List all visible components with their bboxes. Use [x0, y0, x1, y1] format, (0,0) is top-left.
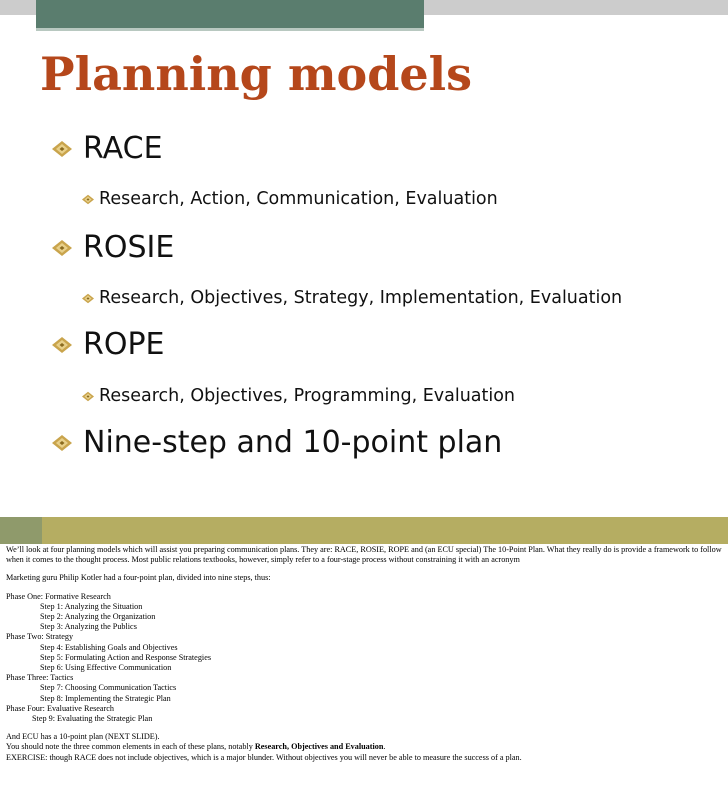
bullet-diamond-icon: [52, 240, 72, 256]
step-7: Step 7: Choosing Communication Tactics: [40, 683, 177, 693]
notes-ecu-plan: And ECU has a 10-point plan (NEXT SLIDE).: [6, 732, 160, 742]
phase-four: Phase Four: Evaluative Research: [6, 703, 114, 713]
bullet-diamond-icon: [52, 435, 72, 451]
bullet-diamond-icon: [82, 391, 94, 402]
notes-intro: We’ll look at four planning models which will assist you preparing communication plans. They are: RACE, ROSIE, ROPE and (an ECU special) The 10-Point Plan. What they really do is provide a framework to follow when it comes to the thought process. Most public relations textbooks, however, simply refer to a four-stage process without constraining it with an acronym: [6, 545, 722, 565]
bullet-label: Research, Action, Communication, Evaluation: [99, 189, 498, 209]
step-3: Step 3: Analyzing the Publics: [40, 622, 137, 632]
phase-two: Phase Two: Strategy: [6, 632, 74, 642]
step-1: Step 1: Analyzing the Situation: [40, 601, 143, 611]
bullet-label: Research, Objectives, Programming, Evaluation: [99, 386, 516, 406]
separator-block: [0, 517, 42, 544]
step-5: Step 5: Formulating Action and Response Strategies: [40, 652, 212, 662]
bullet-diamond-icon: [52, 141, 72, 157]
step-4: Step 4: Establishing Goals and Objectives: [40, 642, 178, 652]
title-accent-bar: [36, 0, 424, 28]
notes-common-elements: [6, 742, 724, 752]
bullet-label: ROSIE: [83, 230, 175, 265]
step-2: Step 2: Analyzing the Organization: [40, 612, 156, 622]
speaker-notes: [6, 545, 724, 763]
bullet-label: RACE: [83, 131, 163, 166]
separator-band: [0, 517, 728, 544]
bullet-label: Nine-step and 10-point plan: [83, 425, 503, 460]
phase-three: Phase Three: Tactics: [6, 673, 74, 683]
step-6: Step 6: Using Effective Communication: [40, 663, 172, 673]
phase-one: Phase One: Formative Research: [6, 591, 111, 601]
bullet-diamond-icon: [52, 337, 72, 353]
top-band: [0, 0, 728, 15]
bullet-label: ROPE: [83, 327, 165, 362]
notes-kotler: Marketing guru Philip Kotler had a four-point plan, divided into nine steps, thus:: [6, 573, 271, 583]
step-9: Step 9: Evaluating the Strategic Plan: [32, 714, 153, 724]
bullet-diamond-icon: [82, 293, 94, 304]
bullet-label: Research, Objectives, Strategy, Implementation, Evaluation: [99, 288, 623, 308]
common-bold: Research, Objectives and Evaluation: [254, 742, 384, 752]
common-suffix: .: [383, 742, 386, 752]
notes-exercise: EXERCISE: though RACE does not include objectives, which is a major blunder. Without objectives you will never be able to measure the success of a plan.: [6, 752, 522, 762]
title-accent-bar-shadow: [36, 28, 424, 31]
slide-title: Planning models: [40, 47, 473, 101]
bullet-diamond-icon: [82, 194, 94, 205]
common-prefix: You should note the three common elements in each of these plans, notably: [6, 742, 255, 752]
step-8: Step 8: Implementing the Strategic Plan: [40, 693, 171, 703]
